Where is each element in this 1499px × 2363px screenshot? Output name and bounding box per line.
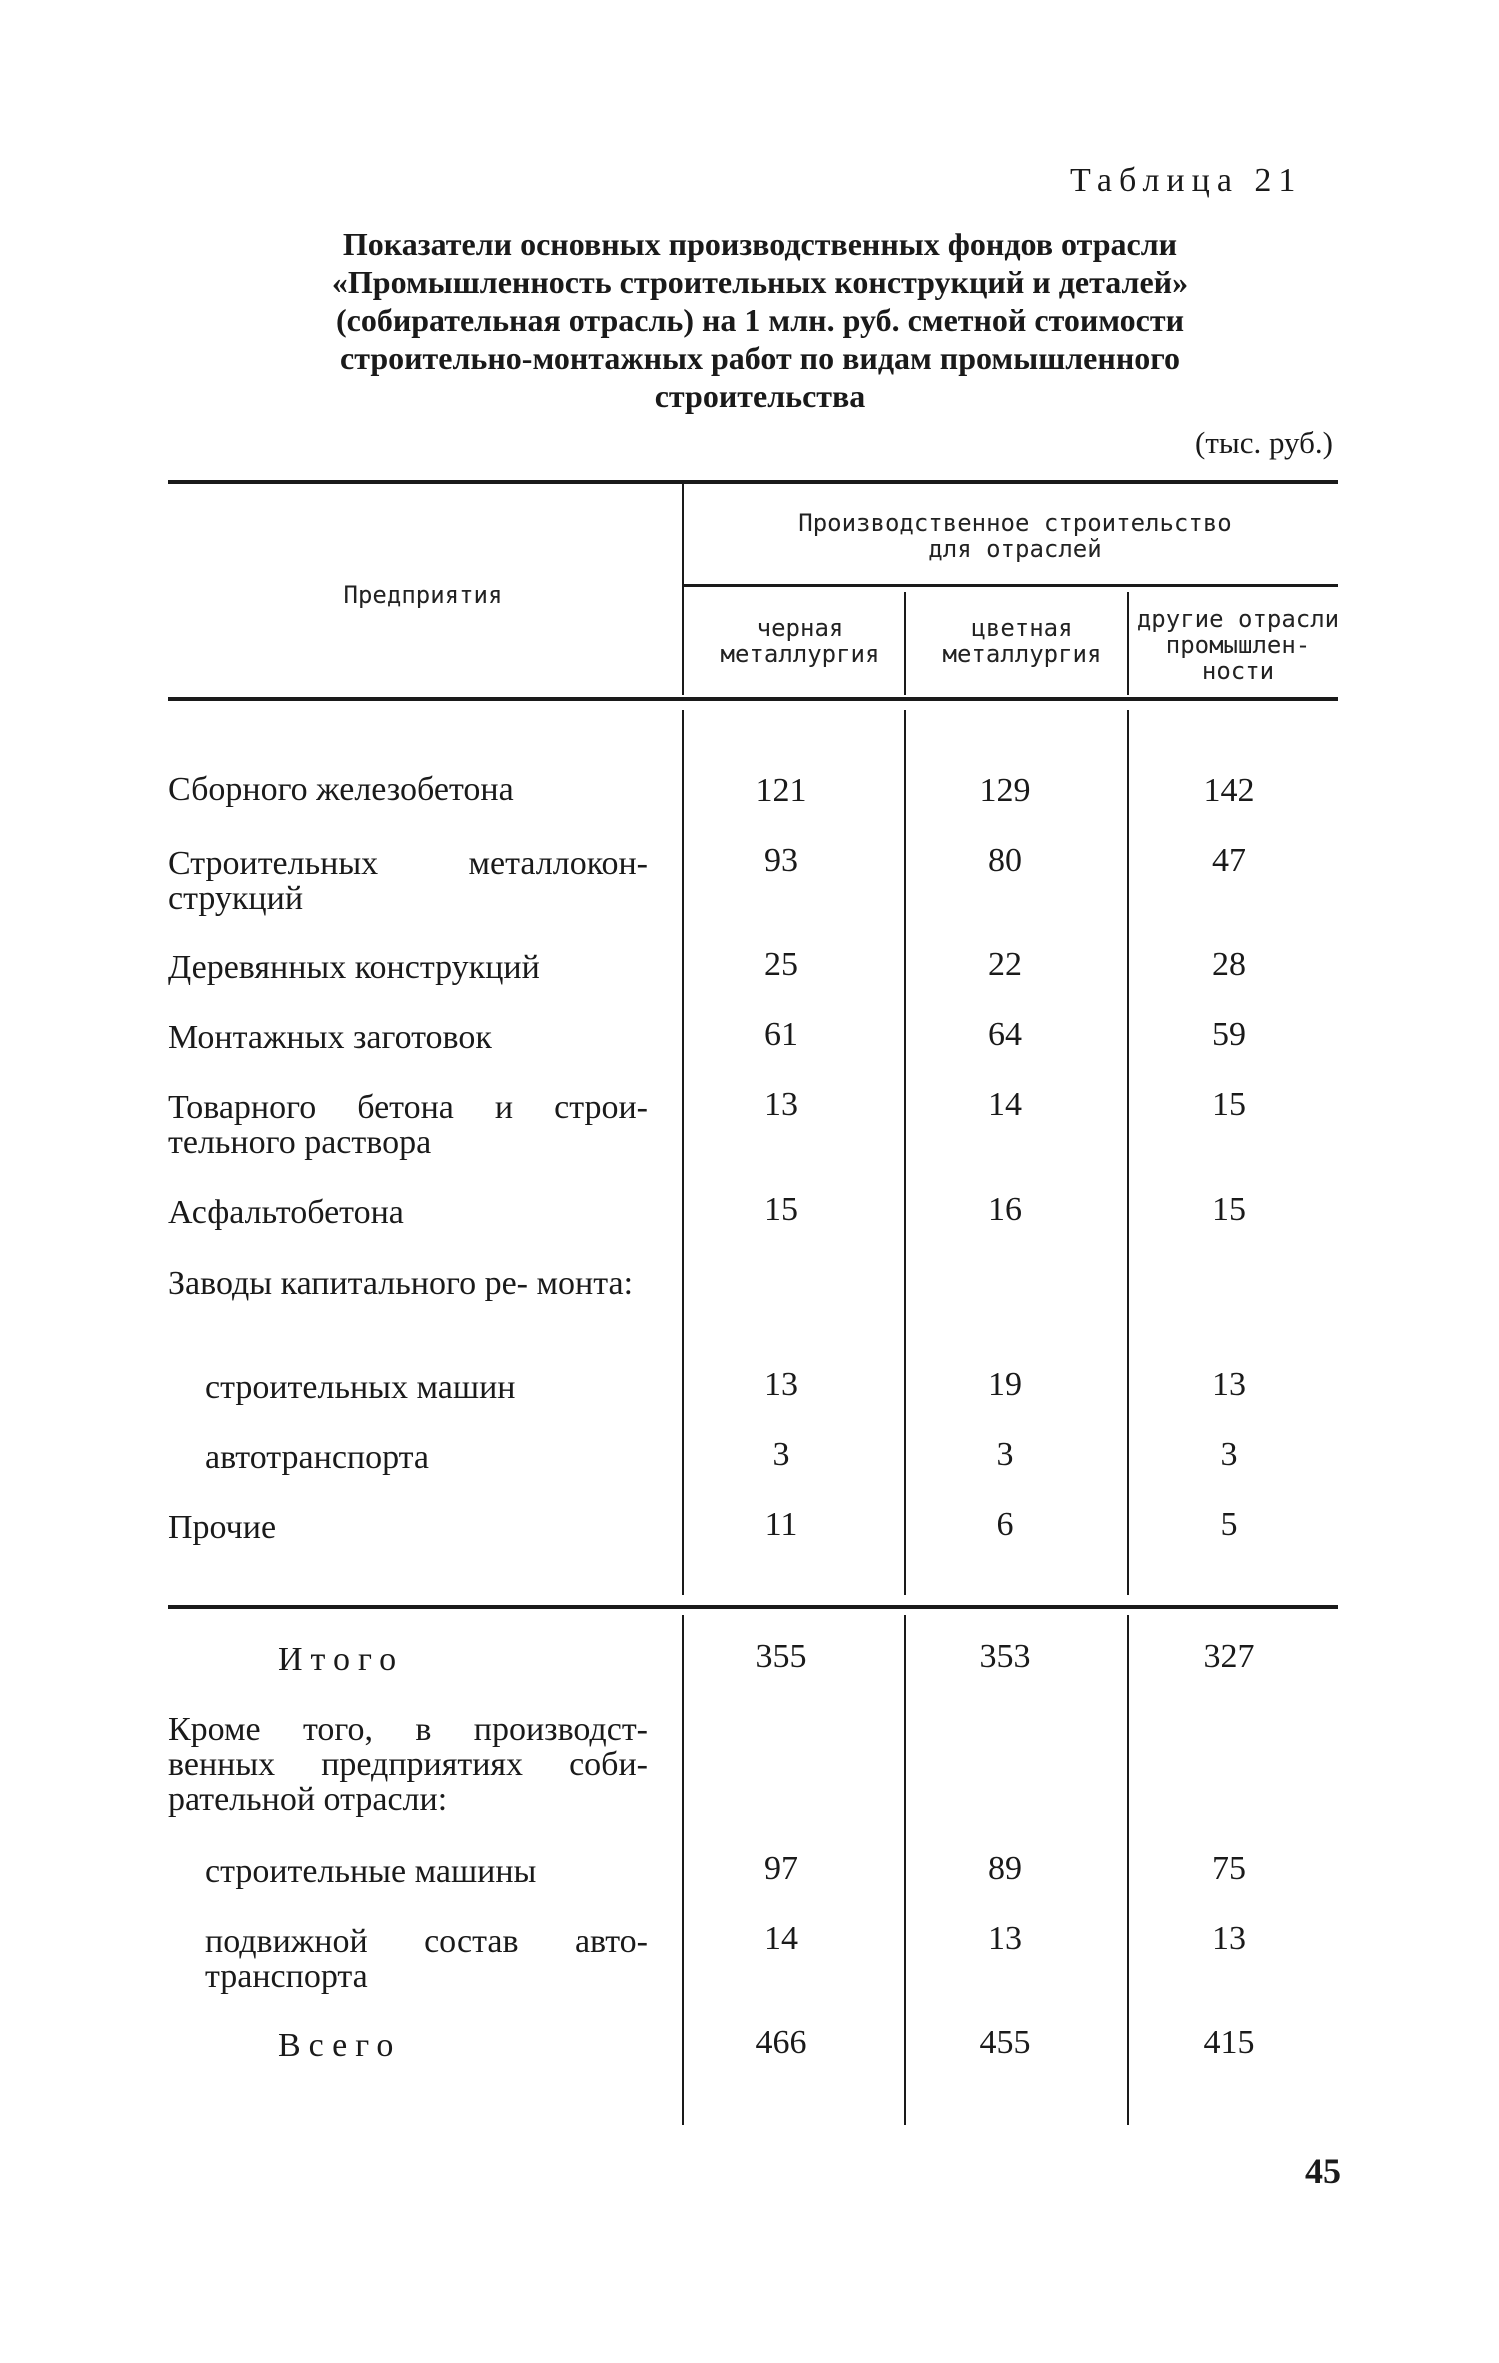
row-label-assembly-blanks: Монтажных заготовок	[168, 1019, 492, 1056]
row-label-other: Прочие	[168, 1509, 277, 1546]
header-bottom-rule	[168, 697, 1338, 701]
units-note: (тыс. руб.)	[1195, 425, 1333, 460]
cell: 121	[755, 772, 807, 809]
header-col-other: другие отрасли промышлен- ности	[1136, 605, 1340, 685]
cell: 3	[1220, 1436, 1238, 1473]
cell: 466	[755, 2024, 807, 2061]
table-title: Показатели основных производственных фондов отрасли «Промышленность строительных конструкций и деталей» (собирательная отрасль) на 1 млн. руб. сметной стоимости строительно-монтажных работ по видам промышленного строительства	[331, 226, 1189, 414]
row-label-precast-concrete: Сборного железобетона	[168, 771, 514, 808]
divider-col1-header	[904, 592, 906, 695]
header-col-nonferrous: цветная металлургия	[942, 614, 1102, 668]
row-label-repair-plants: Заводы капитального ре- монта:	[168, 1265, 634, 1302]
cell: 11	[764, 1506, 798, 1543]
divider-col2-body	[1127, 710, 1129, 1595]
cell: 129	[979, 772, 1031, 809]
cell: 3	[996, 1436, 1014, 1473]
cell: 3	[772, 1436, 790, 1473]
totals-rule	[168, 1605, 1338, 1609]
cell: 64	[988, 1016, 1022, 1053]
cell: 355	[755, 1638, 807, 1675]
cell: 75	[1212, 1850, 1246, 1887]
row-label-motor-transport: автотранспорта	[205, 1439, 430, 1476]
cell: 15	[764, 1191, 798, 1228]
row-label-construction-machines: строительных машин	[205, 1369, 516, 1406]
cell: 13	[764, 1366, 798, 1403]
cell: 97	[764, 1850, 798, 1887]
cell: 59	[1212, 1016, 1246, 1053]
cell: 13	[764, 1086, 798, 1123]
divider-col2-totals	[1127, 1615, 1129, 2125]
cell: 13	[988, 1920, 1022, 1957]
row-label-asphalt-concrete: Асфальтобетона	[168, 1194, 404, 1231]
cell: 93	[764, 842, 798, 879]
cell: 16	[988, 1191, 1022, 1228]
row-label-grand-total: Всего	[278, 2027, 402, 2064]
cell: 22	[988, 946, 1022, 983]
row-label-rolling-stock: подвижной состав авто- транспорта	[205, 1923, 648, 1995]
cell: 455	[979, 2024, 1031, 2061]
cell: 6	[996, 1506, 1014, 1543]
cell: 142	[1203, 772, 1255, 809]
cell: 80	[988, 842, 1022, 879]
cell: 327	[1203, 1638, 1255, 1675]
header-enterprises: Предприятия	[343, 581, 503, 609]
cell: 47	[1212, 842, 1246, 879]
cell: 19	[988, 1366, 1022, 1403]
cell: 25	[764, 946, 798, 983]
cell: 28	[1212, 946, 1246, 983]
cell: 415	[1203, 2024, 1255, 2061]
cell: 15	[1212, 1191, 1246, 1228]
table-label: Таблица 21	[1070, 162, 1303, 199]
cell: 353	[979, 1638, 1031, 1675]
divider-col1-totals	[904, 1615, 906, 2125]
header-top-rule	[168, 480, 1338, 484]
cell: 15	[1212, 1086, 1246, 1123]
cell: 14	[764, 1920, 798, 1957]
row-label-machines-owned: строительные машины	[205, 1853, 537, 1890]
header-col-ferrous: черная металлургия	[720, 614, 880, 668]
cell: 5	[1220, 1506, 1238, 1543]
row-label-subtotal: Итого	[278, 1641, 405, 1678]
divider-col1-body	[904, 710, 906, 1595]
row-label-metal-structures: Строительных металлокон- струкций	[168, 845, 648, 917]
page-number: 45	[1305, 2151, 1341, 2191]
cell: 89	[988, 1850, 1022, 1887]
cell: 13	[1212, 1366, 1246, 1403]
group-rule	[683, 584, 1338, 587]
divider-enterprises-header	[682, 484, 684, 695]
row-label-wooden-structures: Деревянных конструкций	[168, 949, 540, 986]
cell: 14	[988, 1086, 1022, 1123]
row-label-ready-mix-concrete: Товарного бетона и строи- тельного раствора	[168, 1089, 648, 1161]
row-label-additionally: Кроме того, в производст- венных предприятиях соби- рательной отрасли:	[168, 1711, 648, 1818]
header-group: Производственное строительство для отраслей	[798, 509, 1232, 563]
cell: 61	[764, 1016, 798, 1053]
cell: 13	[1212, 1920, 1246, 1957]
